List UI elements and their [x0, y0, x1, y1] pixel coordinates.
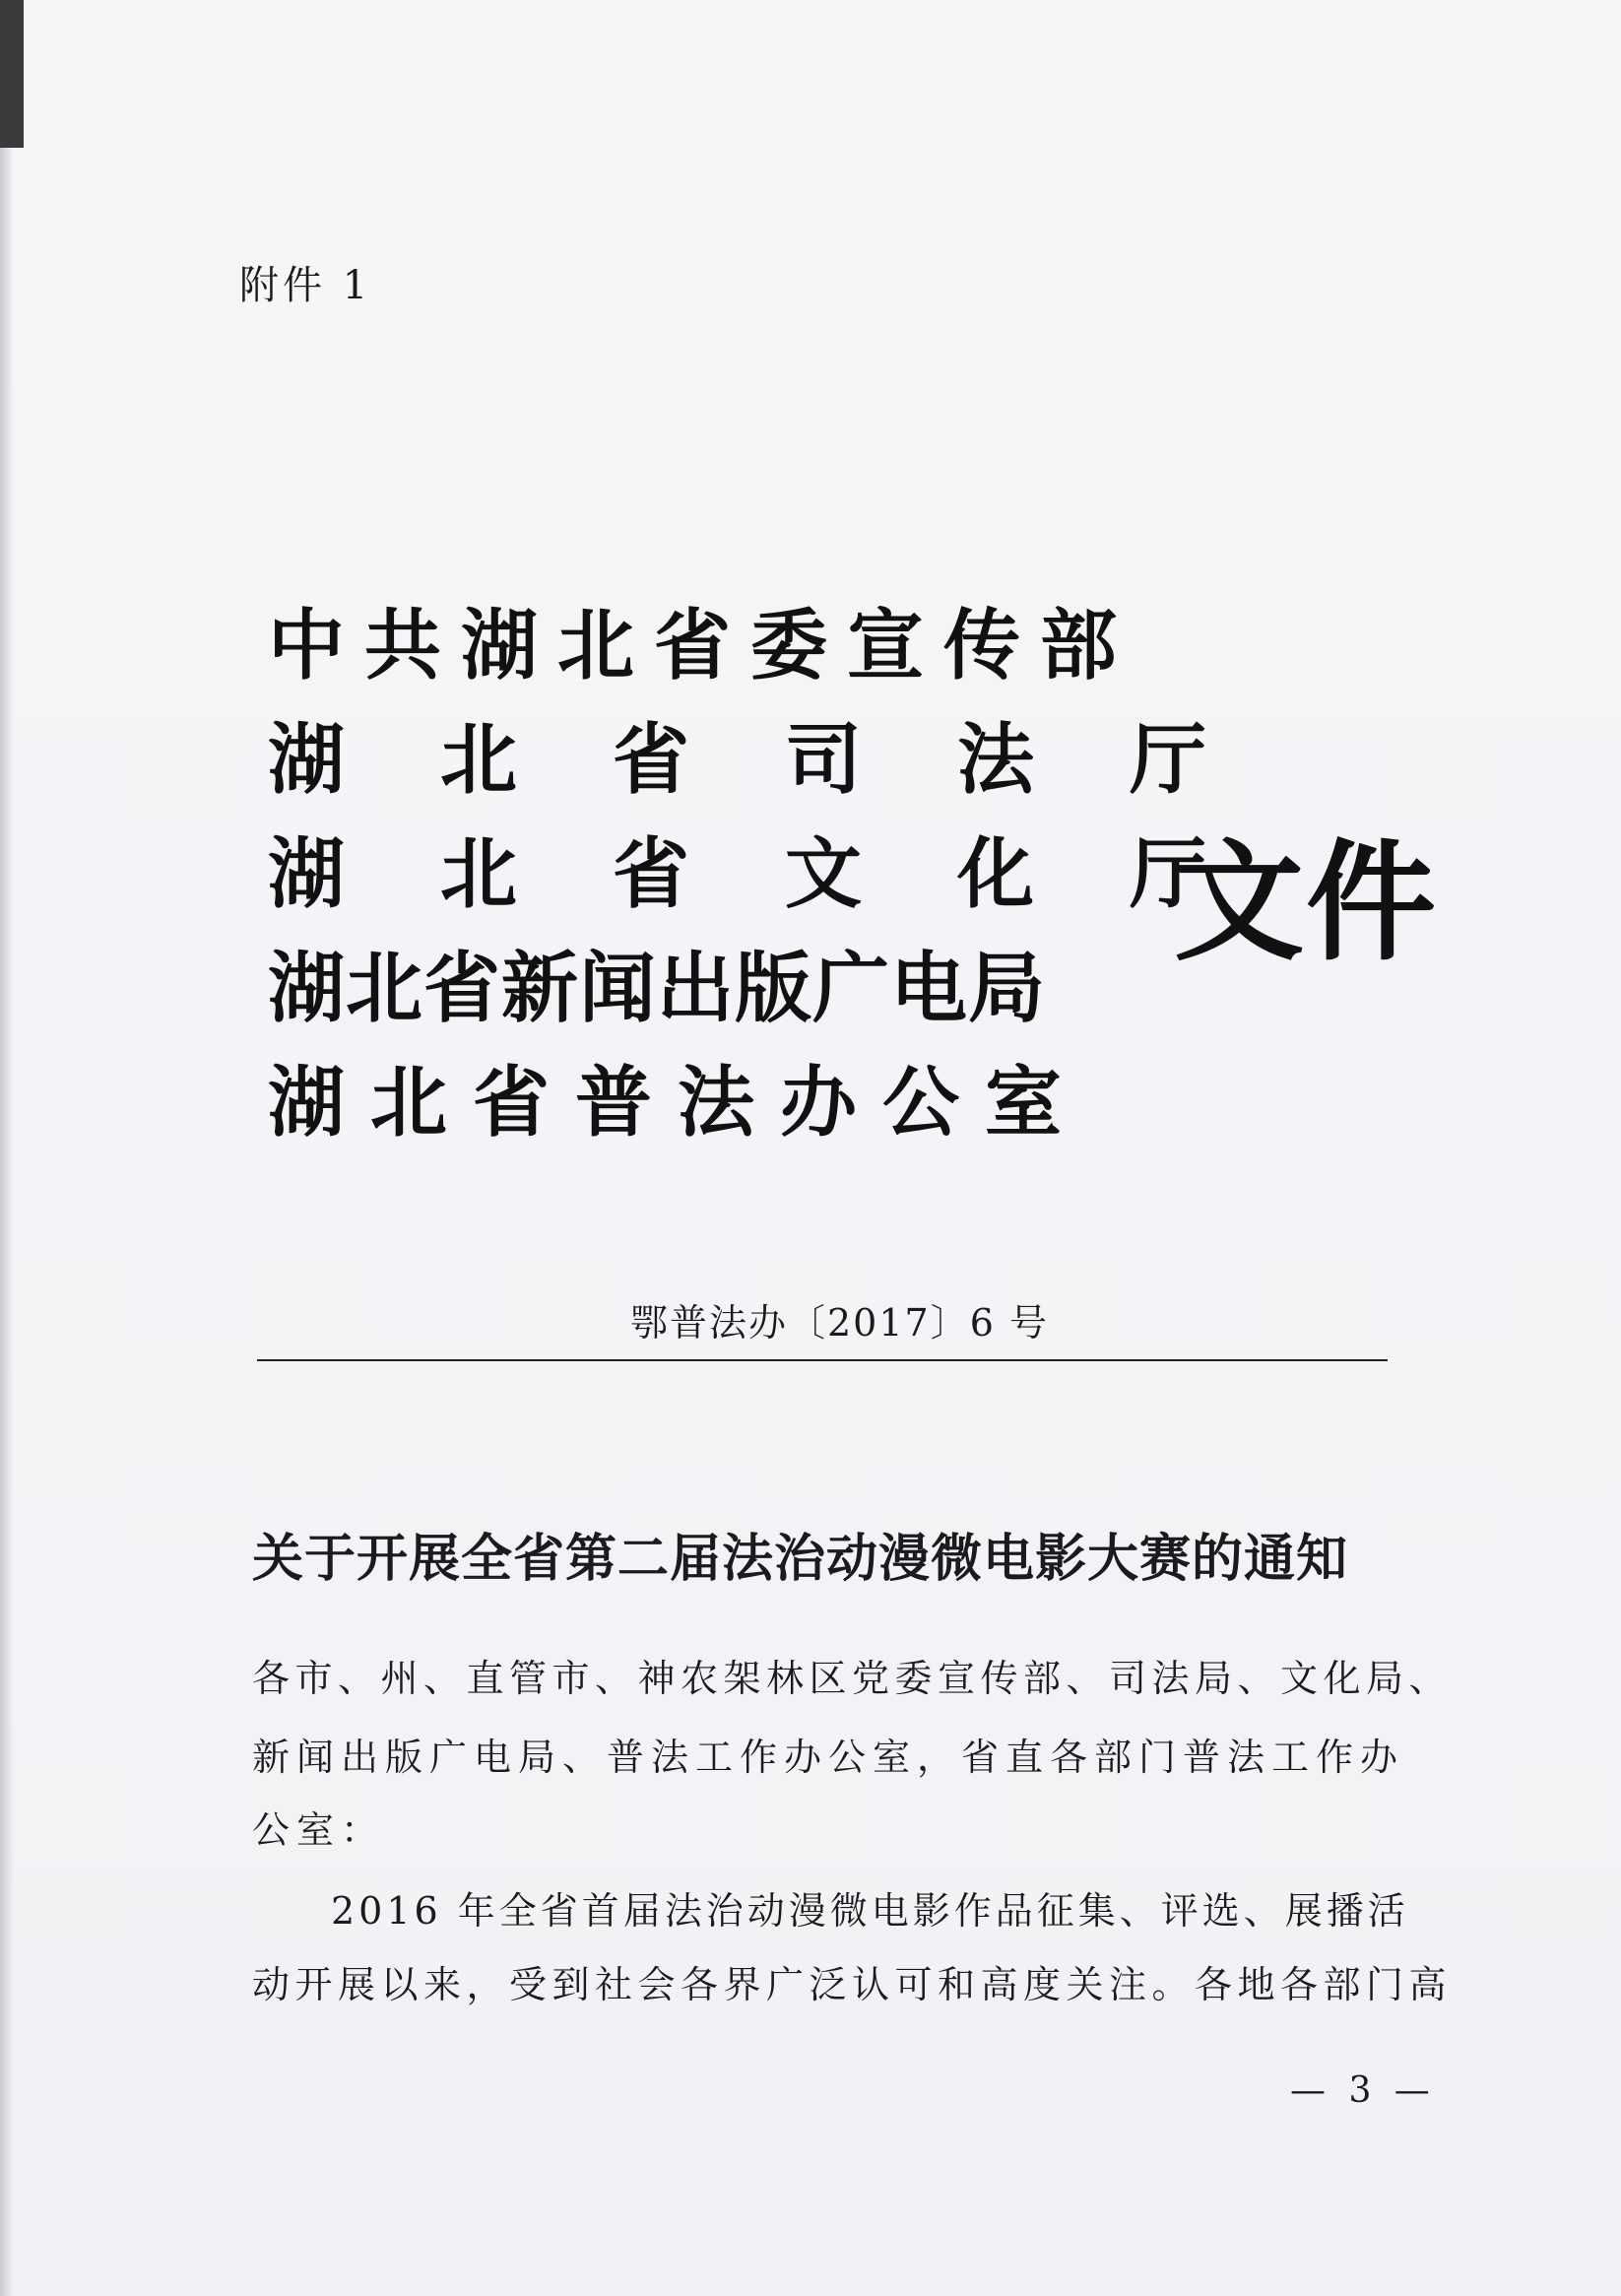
- body-line-1: 各市、州、直管市、神农架林区党委宣传部、司法局、文化局、: [252, 1657, 1453, 1700]
- issuer-line-1: 中共湖北省委宣传部: [268, 602, 1137, 690]
- issuing-bodies-block: [268, 589, 1303, 1160]
- document-title: 关于开展全省第二届法治动漫微电影大赛的通知: [252, 1530, 1349, 1589]
- issuer-line-5: 湖北省普法办公室: [268, 1059, 1088, 1148]
- body-line-5: 动开展以来，受到社会各界广泛认可和高度关注。各地各部门高: [252, 1963, 1453, 2006]
- scan-edge-shadow: [0, 0, 14, 2296]
- page-number: — 3 —: [1290, 2070, 1436, 2111]
- scan-binding-mark: [0, 0, 24, 148]
- document-number: 鄂普法办〔2017〕6 号: [630, 1301, 1049, 1345]
- issuer-line-2: 湖北省司法厅: [268, 716, 1303, 805]
- issuer-line-4: 湖北省新闻出版广电局: [268, 945, 1047, 1033]
- document-suffix: 文件: [1174, 826, 1438, 979]
- attachment-label: 附件 1: [239, 263, 372, 308]
- issuer-line-3: 湖北省文化厅: [268, 830, 1303, 919]
- body-line-2: 新闻出版广电局、普法工作办公室，省直各部门普法工作办: [252, 1736, 1405, 1779]
- body-line-3: 公室：: [252, 1808, 386, 1852]
- body-line-4: 2016 年全省首届法治动漫微电影作品征集、评选、展播活: [331, 1889, 1409, 1933]
- header-divider: [257, 1359, 1388, 1361]
